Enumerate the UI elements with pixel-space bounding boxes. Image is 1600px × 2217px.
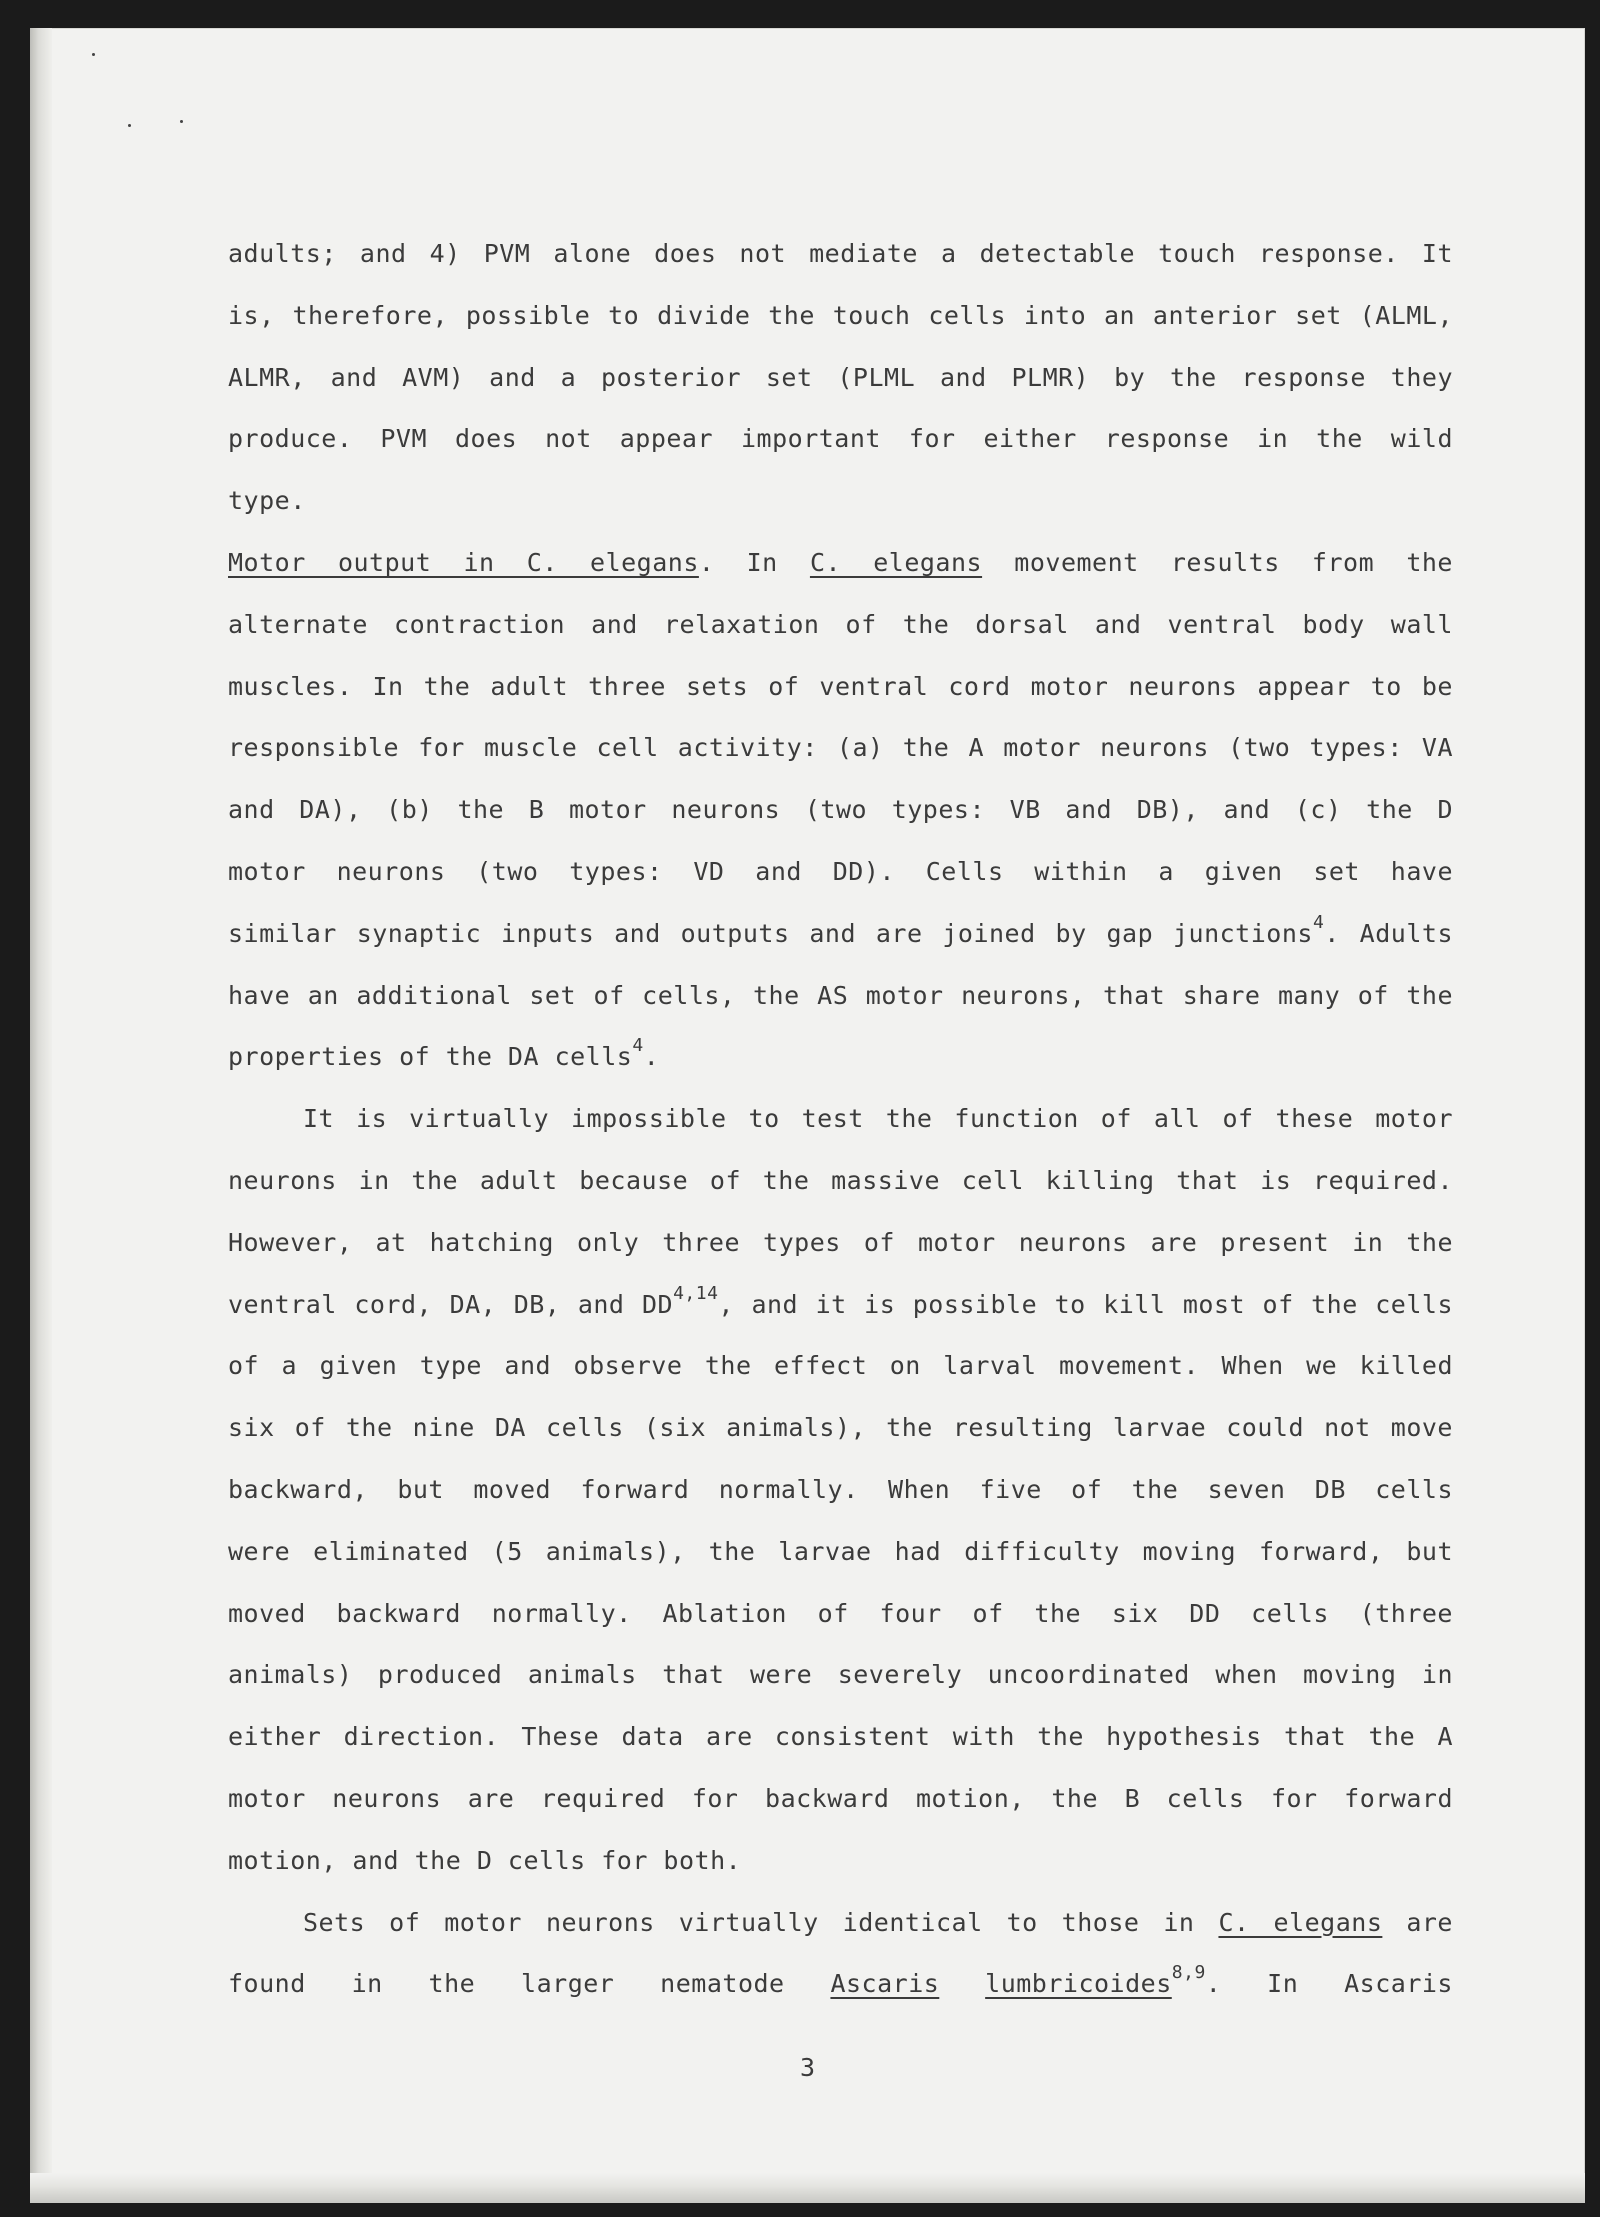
- text-run: either direction. These data are consistent with the hypothesis that the A: [228, 1722, 1453, 1752]
- text-run: have an additional set of cells, the AS motor neurons, that share many of the: [228, 980, 1453, 1010]
- text-line: [228, 223, 1453, 285]
- text-line: [228, 1583, 1453, 1645]
- text-run: alternate contraction and relaxation of the dorsal and ventral body wall: [228, 609, 1453, 639]
- text-run: motion, and the D cells for both.: [228, 1845, 742, 1875]
- text-line: [228, 1953, 1453, 2015]
- paper-speck: [128, 124, 131, 127]
- text-run: motor neurons are required for backward motion, the B cells for forward: [228, 1783, 1453, 1813]
- text-run: . In: [698, 547, 810, 577]
- text-run: neurons in the adult because of the massive cell killing that is required.: [228, 1165, 1453, 1195]
- text-line: [228, 347, 1453, 409]
- text-line: [228, 408, 1453, 470]
- underlined-text: Ascaris: [830, 1969, 940, 1999]
- text-line: [228, 1768, 1453, 1830]
- reference-superscript: 4: [632, 1035, 644, 1057]
- text-run: It is virtually impossible to test the function of all of these motor: [303, 1104, 1453, 1134]
- text-line: [228, 1706, 1453, 1768]
- underlined-text: C. elegans: [1218, 1907, 1383, 1937]
- text-line: [228, 470, 1453, 532]
- reference-superscript: 4: [1312, 911, 1325, 933]
- text-line: [228, 1644, 1453, 1706]
- text-line: [228, 1212, 1453, 1274]
- text-run: backward, but moved forward normally. When five of the seven DB cells: [228, 1474, 1453, 1504]
- text-line: [228, 965, 1453, 1027]
- paper-speck: [180, 120, 183, 123]
- text-line: [228, 1459, 1453, 1521]
- text-run: produce. PVM does not appear important for either response in the wild: [228, 424, 1453, 454]
- text-run: . Adults: [1324, 918, 1453, 948]
- text-run: motor neurons (two types: VD and DD). Cells within a given set have: [228, 856, 1453, 886]
- text-run: ALMR, and AVM) and a posterior set (PLML and PLMR) by the response they: [228, 362, 1453, 392]
- text-run: is, therefore, possible to divide the touch cells into an anterior set (ALML,: [228, 300, 1453, 330]
- text-line: [228, 1150, 1453, 1212]
- text-run: movement results from the: [982, 547, 1453, 577]
- text-run: moved backward normally. Ablation of four of the six DD cells (three: [228, 1598, 1453, 1628]
- text-line: [228, 656, 1453, 718]
- text-line: [228, 594, 1453, 656]
- text-run: .: [643, 1042, 660, 1072]
- text-line: [228, 1397, 1453, 1459]
- text-line: [228, 1088, 1453, 1150]
- text-run: similar synaptic inputs and outputs and are joined by gap junctions: [228, 918, 1313, 948]
- text-run: properties of the DA cells: [228, 1042, 633, 1072]
- text-line: [228, 1830, 1453, 1892]
- text-line: [228, 1335, 1453, 1397]
- text-run: adults; and 4) PVM alone does not mediate a detectable touch response. It: [228, 239, 1453, 268]
- text-run: are: [1382, 1907, 1453, 1937]
- text-run: type.: [228, 486, 306, 516]
- text-run: and DA), (b) the B motor neurons (two types: VB and DB), and (c) the D: [228, 795, 1453, 825]
- text-line: [228, 841, 1453, 903]
- page-number: 3: [799, 2053, 816, 2082]
- text-run: were eliminated (5 animals), the larvae had difficulty moving forward, but: [228, 1536, 1453, 1566]
- document-page: [30, 28, 1585, 2203]
- text-run: muscles. In the adult three sets of ventral cord motor neurons appear to be: [228, 671, 1453, 701]
- page-bottom-edge: [30, 2173, 1585, 2203]
- text-run: found in the larger nematode: [228, 1969, 831, 1999]
- reference-superscript: 8,9: [1171, 1962, 1206, 1984]
- text-line: [228, 532, 1453, 594]
- text-run: six of the nine DA cells (six animals), the resulting larvae could not move: [228, 1413, 1453, 1443]
- text-run: responsible for muscle cell activity: (a) the A motor neurons (two types: VA: [228, 733, 1453, 763]
- underlined-text: C. elegans: [809, 547, 983, 577]
- page-left-edge: [30, 28, 52, 2203]
- text-run: ventral cord, DA, DB, and DD: [228, 1289, 674, 1319]
- text-line: [228, 1521, 1453, 1583]
- reference-superscript: 4,14: [673, 1282, 719, 1304]
- underlined-text: lumbricoides: [985, 1969, 1172, 1999]
- text-run: , and it is possible to kill most of the cells: [718, 1289, 1454, 1319]
- text-run: [939, 1969, 985, 1998]
- paper-speck: [92, 53, 95, 56]
- text-run: of a given type and observe the effect on larval movement. When we killed: [228, 1351, 1453, 1381]
- text-line: [228, 1274, 1453, 1336]
- text-line: [228, 779, 1453, 841]
- text-line: [228, 1892, 1453, 1954]
- text-run: However, at hatching only three types of motor neurons are present in the: [228, 1227, 1453, 1257]
- underlined-text: Motor output in C. elegans: [228, 547, 699, 577]
- text-line: [228, 285, 1453, 347]
- text-run: animals) produced animals that were severely uncoordinated when moving in: [228, 1660, 1453, 1690]
- text-run: . In Ascaris: [1205, 1969, 1453, 1999]
- text-line: [228, 1026, 1453, 1088]
- text-line: [228, 903, 1453, 965]
- text-line: [228, 717, 1453, 779]
- text-run: Sets of motor neurons virtually identical to those in: [303, 1907, 1219, 1937]
- body-text: [228, 223, 1453, 2015]
